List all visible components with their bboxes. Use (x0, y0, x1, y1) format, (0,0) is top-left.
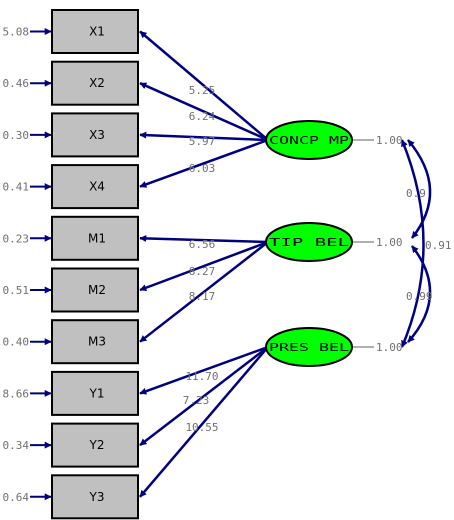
loading-label: 8.27 (188, 265, 216, 278)
loading-label: 6.56 (188, 238, 216, 251)
error-variance-label: 0.41 (2, 180, 29, 194)
latent-label: CONCP MP (269, 134, 350, 147)
indicator-label: X3 (89, 127, 105, 142)
indicator-label: X2 (89, 76, 105, 91)
correlation-label: 0.9 (406, 187, 426, 200)
loading-label: 6.24 (188, 110, 216, 123)
latent-variance-label: 1.00 (376, 236, 403, 249)
loading-label: 11.70 (185, 370, 219, 383)
latent-label: TIP BEL (269, 236, 350, 249)
latent-variance-label: 1.00 (376, 134, 403, 147)
loading-label: 8.17 (188, 290, 216, 303)
error-variance-label: 0.23 (2, 232, 29, 246)
indicator-label: X1 (89, 24, 105, 39)
indicator-label: M2 (88, 283, 106, 297)
indicator-label: M3 (88, 334, 106, 349)
error-variance-label: 0.40 (2, 335, 29, 349)
correlation-label: 0.91 (425, 239, 452, 252)
error-variance-label: 0.64 (2, 490, 29, 504)
loading-label: 5.25 (188, 84, 216, 97)
error-variance-label: 5.08 (2, 25, 29, 39)
loading-label: 10.55 (185, 421, 219, 434)
correlation-arrow (402, 140, 424, 347)
indicator-label: M1 (88, 231, 106, 246)
error-variance-label: 8.66 (2, 387, 29, 401)
indicator-label: Y2 (89, 438, 105, 453)
correlation-label: 0.99 (406, 290, 433, 303)
error-variance-label: 0.51 (2, 284, 29, 297)
indicator-label: Y1 (89, 386, 105, 401)
loading-label: 6.03 (188, 162, 216, 175)
error-variance-label: 0.46 (2, 77, 29, 91)
error-variance-label: 0.30 (2, 128, 29, 142)
latent-variance-label: 1.00 (376, 341, 403, 354)
loading-label: 5.97 (188, 135, 216, 148)
loading-label: 7.23 (182, 394, 210, 407)
latent-label: PRES BEL (269, 341, 350, 354)
indicator-label: Y3 (89, 489, 105, 504)
indicator-label: X4 (89, 179, 105, 194)
error-variance-label: 0.34 (2, 439, 29, 453)
